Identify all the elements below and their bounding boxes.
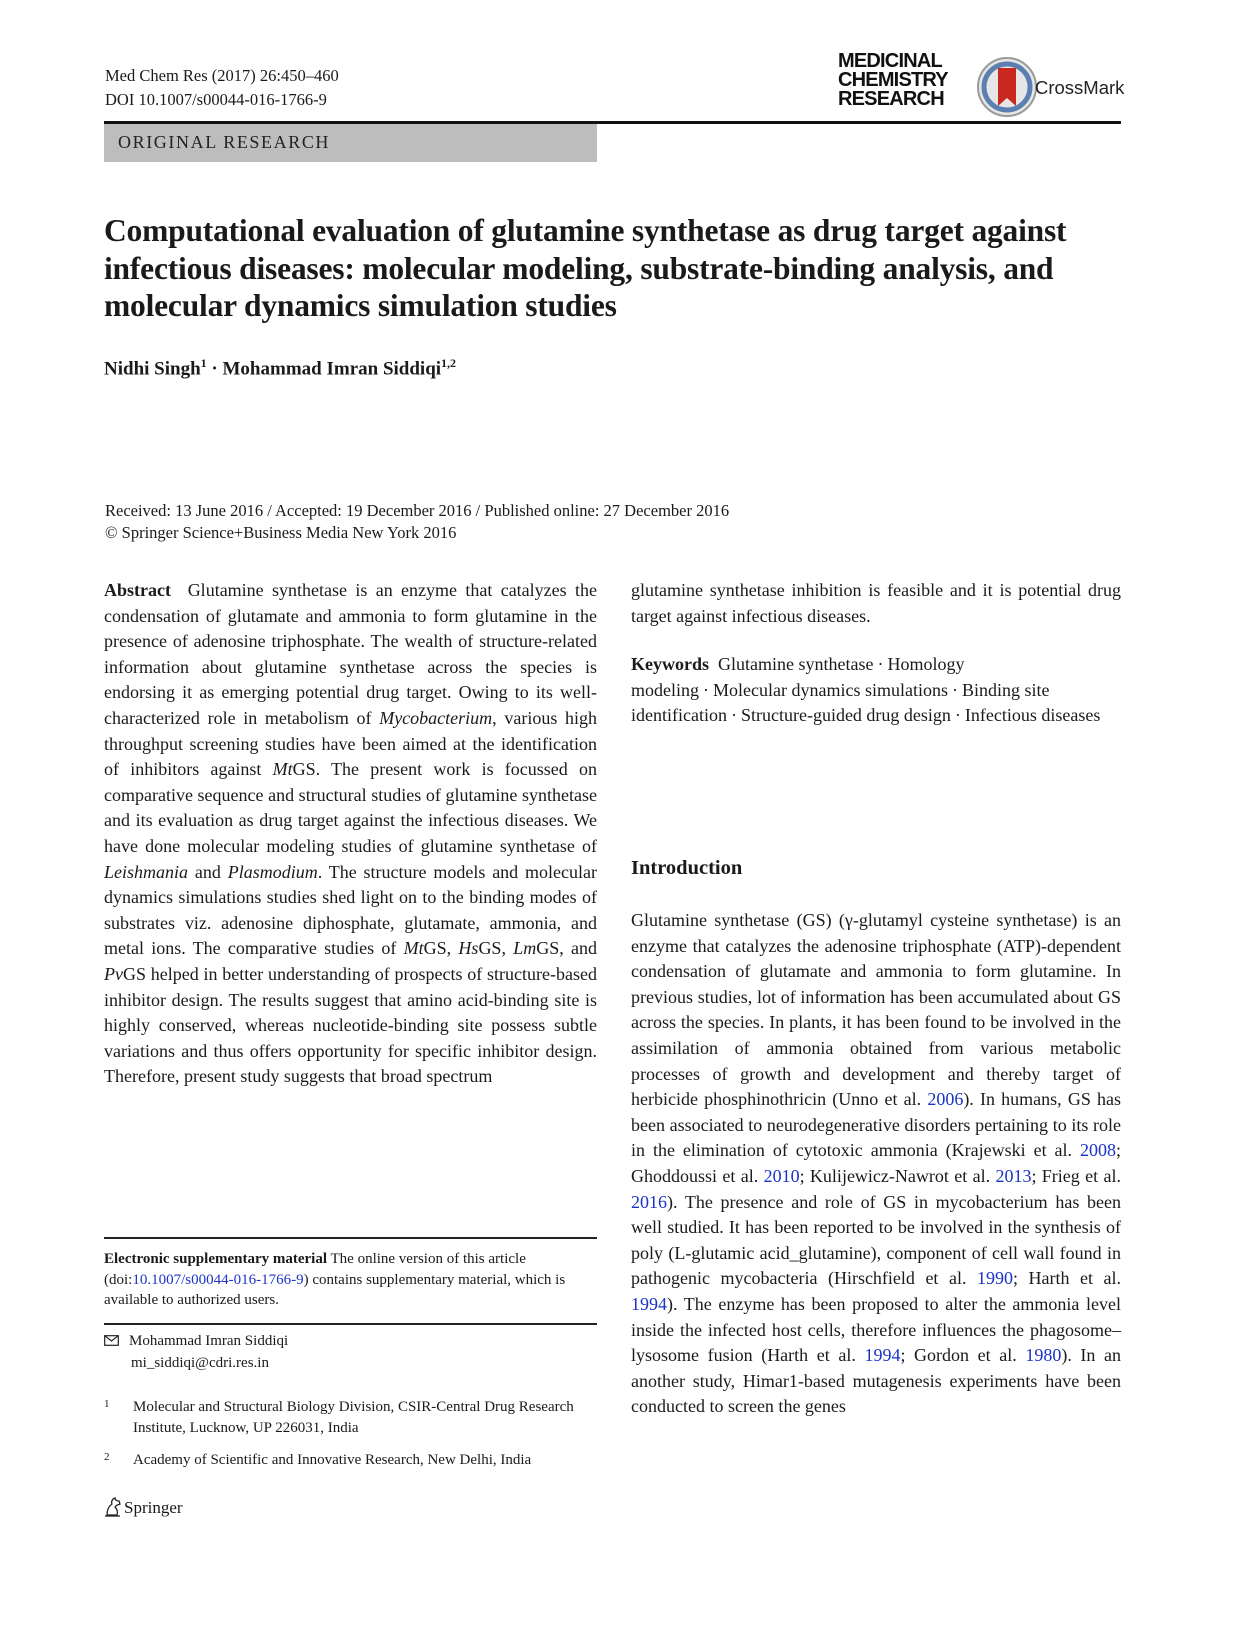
citation-link[interactable]: 2006 [927,1089,964,1110]
keyword-separator: · [951,679,958,700]
citation-link[interactable]: 2010 [763,1165,800,1186]
abstract-italic: Plasmodium [227,861,318,882]
citation-link[interactable]: 1990 [976,1268,1013,1289]
author-affiliation-marker: 1,2 [441,356,457,370]
crossmark-icon [976,56,1038,118]
citation-link[interactable]: 1994 [864,1345,901,1366]
intro-text: Glutamine synthetase (GS) (γ-glutamyl cysteine synthetase) is an enzyme that catalyzes the adenosine triphosphate (ATP)-dependent condensation of glutamate and ammonia to form glutamine. In previous studies, lot of information has been accumulated about GS across the species. In plants, it has been found to be involved in the assimilation of ammonia obtained from various metabolic processes of growth and development and thereby target of herbicide phosphinothricin (Unno et al. [631,910,1121,1110]
citation-link[interactable]: 1994 [631,1293,667,1314]
esm-doi-link[interactable]: 10.1007/s00044-016-1766-9 [132,1271,304,1288]
citation-link[interactable]: 2016 [631,1191,667,1212]
abstract-label: Abstract [104,580,171,600]
intro-text: ). The presence and role of GS in mycobacterium has been well studied. It has been reported to be involved in the synthesis of poly (L-glutamic acid_glutamine), component of cell wall found in pathogenic mycobacteria (Hirschfield et al. [631,1191,1121,1289]
journal-logo-line: RESEARCH [838,88,944,110]
journal-logo-line: CHEMISTRY [838,69,948,91]
abstract-italic: Pv [104,963,123,984]
intro-text: ; Kulijewicz-Nawrot et al. [799,1165,996,1186]
abstract-italic: Mt [272,759,293,780]
author-affiliation-marker: 1 [200,356,207,370]
author-name[interactable]: Nidhi Singh [104,358,201,380]
abstract-text: Glutamine synthetase is an enzyme that catalyzes the condensation of glutamate and ammonia to form glutamine in the presence of adenosine triphosphate. The wealth of structure-related information about glutamine synthetase across the species is endorsing it as emerging potential drug target. Owing to its well-characterized role in metabolism of [104,580,598,728]
keywords [631,652,1121,729]
envelope-icon [104,1332,119,1353]
abstract-text: helped in better understanding of prospects of structure-based inhibitor design. The results suggest that amino acid-binding site is highly conserved, whereas nucleotide-binding site possess subtle variations and thus offers opportunity for specific inhibitor design. Therefore, present study suggests that broad spectrum [104,963,597,1087]
abstract-italic: Mt [403,938,424,959]
affiliation-number: 1 [104,1398,110,1410]
abstract-text: , [501,938,514,959]
keyword: Structure-guided drug design [740,705,951,726]
abstract-text: , and [559,938,597,959]
esm-text: The online version of this article (doi: [104,1251,526,1288]
author-name[interactable]: Mohammad Imran Siddiqi [222,358,442,380]
esm-label: Electronic supplementary material [104,1251,328,1267]
intro-text: ). In humans, GS has been associated to neurodegenerative disorders pertaining to its role in the elimination of cytotoxic ammonia (Krajewski et al. [631,1089,1121,1161]
journal-reference [105,64,339,112]
author-list [104,356,456,380]
affiliation [104,1450,597,1471]
intro-text: ; Ghoddoussi et al. [631,1140,1121,1186]
supplementary-note [104,1249,597,1311]
corresponding-name: Mohammad Imran Siddiqi [129,1333,289,1349]
keyword: Homology modeling [631,654,965,700]
citation-link[interactable]: 1980 [1025,1345,1062,1366]
introduction-heading: Introduction [631,857,743,879]
intro-text: ; Frieg et al. [1031,1165,1121,1186]
introduction-text [631,908,1121,1420]
keyword-separator: · [730,705,737,726]
abstract-text: , [446,938,459,959]
keywords-label: Keywords [631,654,709,674]
affiliation [104,1397,597,1438]
abstract-continued: glutamine synthetase inhibition is feasible and it is potential drug target against infectious diseases. [631,580,1121,626]
intro-text: ). The enzyme has been proposed to alter the ammonia level inside the infected host cells, therefore influences the phagosome–lysosome fusion (Harth et al. [631,1293,1121,1366]
citation-link[interactable]: 2013 [995,1165,1032,1186]
journal-doi: DOI 10.1007/s00044-016-1766-9 [105,90,327,109]
affiliation-text: Academy of Scientific and Innovative Research, New Delhi, India [133,1452,532,1468]
abstract-text: , various high throughput screening studies have been aimed at the identification of inhibitors against [104,707,597,780]
keyword-separator: · [703,679,709,700]
journal-logo [838,52,963,109]
abstract-italic: Mycobacterium [379,707,493,728]
footnote-rule [104,1237,597,1239]
abstract-italic: Hs [458,938,479,959]
crossmark-label: CrossMark [1035,77,1125,98]
abstract-text: GS [536,938,560,959]
journal-citation: Med Chem Res (2017) 26:450–460 [105,66,339,85]
esm-text: ) contains supplementary material, which is available to authorized users. [104,1271,566,1308]
abstract-text: GS [478,938,502,959]
springer-horse-icon [104,1497,122,1517]
affiliation-text: Molecular and Structural Biology Division, CSIR-Central Drug Research Institute, Lucknow, UP 226031, India [133,1399,574,1436]
abstract-italic: Leishmania [104,861,189,882]
keyword: Binding site identification [631,679,1050,726]
publisher-name: Springer [124,1498,183,1517]
abstract [104,578,597,1090]
keyword: Molecular dynamics simulations [713,679,948,700]
footnote-rule [104,1323,597,1325]
intro-text: ). In an another study, Himar1-based mutagenesis experiments have been conducted to screen the genes [631,1345,1121,1417]
citation-link[interactable]: 2008 [1079,1140,1116,1161]
intro-text: ; Gordon et al. [900,1345,1026,1366]
keyword-separator: · [877,654,884,674]
section-banner [104,124,597,162]
publication-dates [105,500,729,544]
keyword-separator: · [954,705,961,726]
publisher-footer [104,1497,183,1518]
intro-text: ; Harth et al. [1012,1268,1121,1289]
section-label: ORIGINAL RESEARCH [118,132,331,152]
affiliation-number: 2 [104,1451,110,1463]
keyword: Glutamine synthetase [718,654,874,674]
dates-line: Received: 13 June 2016 / Accepted: 19 December 2016 / Published online: 27 December 2016 [105,501,730,520]
abstract-italic: Lm [513,938,537,959]
article-title: Computational evaluation of glutamine synthetase as drug target against infectious diseases: molecular modeling, substrate-binding analysis, and molecular dynamics simulation studies [104,213,1067,323]
keyword: Infectious diseases [964,705,1101,726]
abstract-text: GS [122,963,146,984]
copyright-line: © Springer Science+Business Media New York 2016 [105,523,457,542]
abstract-text: GS. The present work is focussed on comparative sequence and structural studies of glutamine synthetase and its evaluation as drug target against the infectious diseases. We have done molecular modeling studies of glutamine synthetase of [104,759,597,856]
author-separator: · [211,358,218,380]
journal-logo-line: MEDICINAL [838,50,942,72]
abstract-text: . The structure models and molecular dynamics simulations studies shed light on to the binding modes of substrates viz. adenosine diphosphate, glutamate, ammonia, and metal ions. The comparative studies of [104,861,597,959]
abstract-text: GS [423,938,447,959]
abstract-text: and [188,861,228,882]
corresponding-email[interactable]: mi_siddiqi@cdri.res.in [131,1354,269,1371]
corresponding-author [104,1331,597,1373]
